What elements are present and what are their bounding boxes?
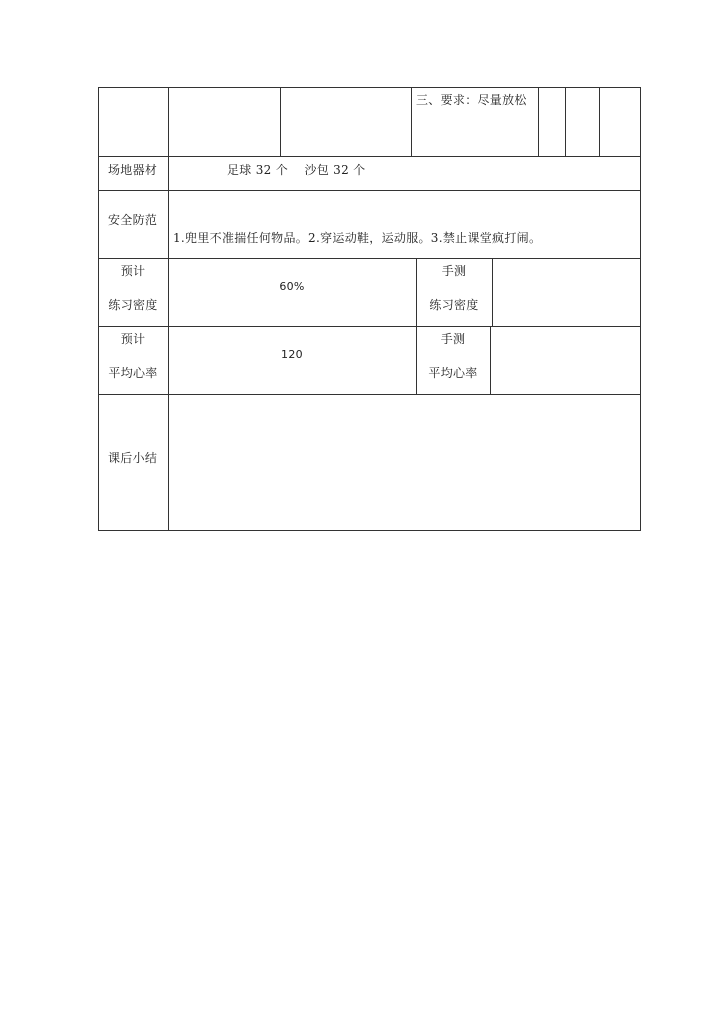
density-label-line1: 预计 [120,264,146,278]
density-divider [492,258,493,326]
top-row-divider [280,87,281,156]
density-measured-line1: 手测 [441,264,467,278]
top-row-divider [565,87,566,156]
top-row-divider [599,87,600,156]
density-label-line2: 练习密度 [108,298,158,312]
heart-rate-divider [490,326,491,394]
summary-label: 课后小结 [108,451,158,465]
equipment-value: 足球 32 个 沙包 32 个 [227,163,366,177]
density-measured-line2: 练习密度 [429,298,479,312]
row-divider [98,258,641,259]
heart-rate-value: 120 [281,348,303,361]
safety-value: 1.兜里不准揣任何物品。2.穿运动鞋，运动服。3.禁止课堂疯打闹。 [173,231,542,245]
equipment-label: 场地器材 [108,163,158,177]
heart-rate-label-line2: 平均心率 [108,366,158,380]
row-divider [98,326,641,327]
row-divider [98,190,641,191]
top-row-divider [538,87,539,156]
requirement-text: 三、要求：尽量放松 [416,93,527,107]
row-divider [98,156,641,157]
safety-label: 安全防范 [108,213,158,227]
top-row-divider [411,87,412,156]
heart-rate-measured-line1: 手测 [440,332,466,346]
row-divider [98,394,641,395]
table-border-bottom [98,530,641,531]
heart-rate-label-line1: 预计 [120,332,146,346]
table-border-top [98,87,641,88]
label-column-divider [168,87,169,531]
table-border-right [640,87,641,531]
heart-rate-measured-line2: 平均心率 [428,366,478,380]
density-value: 60% [279,280,305,293]
